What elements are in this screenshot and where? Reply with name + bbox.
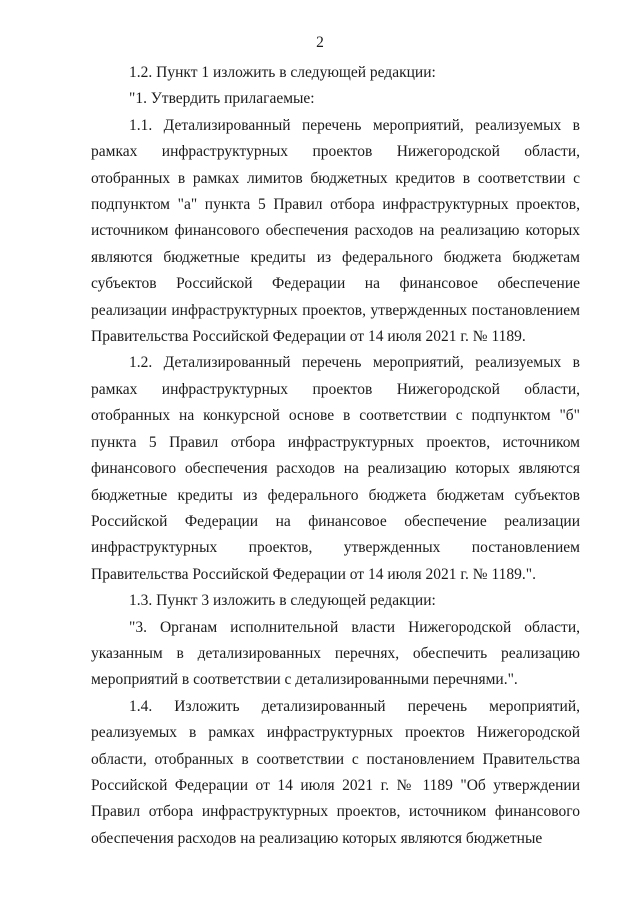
paragraph-3-text: "3. Органам исполнительной власти Нижегородской области, указанным в детализированных перечнях, обеспечить реализацию мероприятий в соответствии с детализированными перечнями.". (91, 618, 580, 689)
paragraph-1-2-heading: 1.2. Пункт 1 изложить в следующей редакции: (129, 64, 436, 81)
paragraph-1-1: 1.1. Детализированный перечень мероприятий, реализуемых в рамках инфраструктурных проектов Нижегородской области, отобранных в рамках лимитов бюджетных кредитов в соответствии с подпунктом "а" пункта 5 Правил отбора инфраструктурных проектов, источником финансового обеспечения расходов на реализацию которых являются бюджетные кредиты из федерального бюджета бюджетам субъектов Российской Федерации на финансовое обеспечение реализации инфраструктурных проектов, утвержденных постановлением Правительства Российской Федерации от 14 июля 2021 г. № 1189. (91, 116, 580, 346)
paragraph-approve-intro: "1. Утвердить прилагаемые: (129, 90, 315, 108)
paragraph-1-3-heading: 1.3. Пункт 3 изложить в следующей редакции: (129, 592, 436, 610)
page-number: 2 (316, 34, 324, 51)
paragraph-1-2: 1.2. Детализированный перечень мероприятий, реализуемых в рамках инфраструктурных проектов Нижегородской области, отобранных на конкурсной основе в соответствии с подпунктом "б" пункта 5 Правил отбора инфраструктурных проектов, источником финансового обеспечения расходов на реализацию которых являются бюджетные кредиты из федерального бюджета бюджетам субъектов Российской Федерации на финансовое обеспечение реализации инфраструктурных проектов, утвержденных постановлением Правительства Российской Федерации от 14 июля 2021 г. № 1189.". (91, 354, 580, 583)
paragraph-1-4: 1.4. Изложить детализированный перечень мероприятий, реализуемых в рамках инфраструктурных проектов Нижегородской области, отобранных в соответствии с постановлением Правительства Российской Федерации от 14 июля 2021 г. № 1189 "Об утверждении Правил отбора инфраструктурных проектов, источником финансового обеспечения расходов на реализацию которых являются бюджетные (91, 697, 580, 847)
document-body (91, 60, 580, 852)
